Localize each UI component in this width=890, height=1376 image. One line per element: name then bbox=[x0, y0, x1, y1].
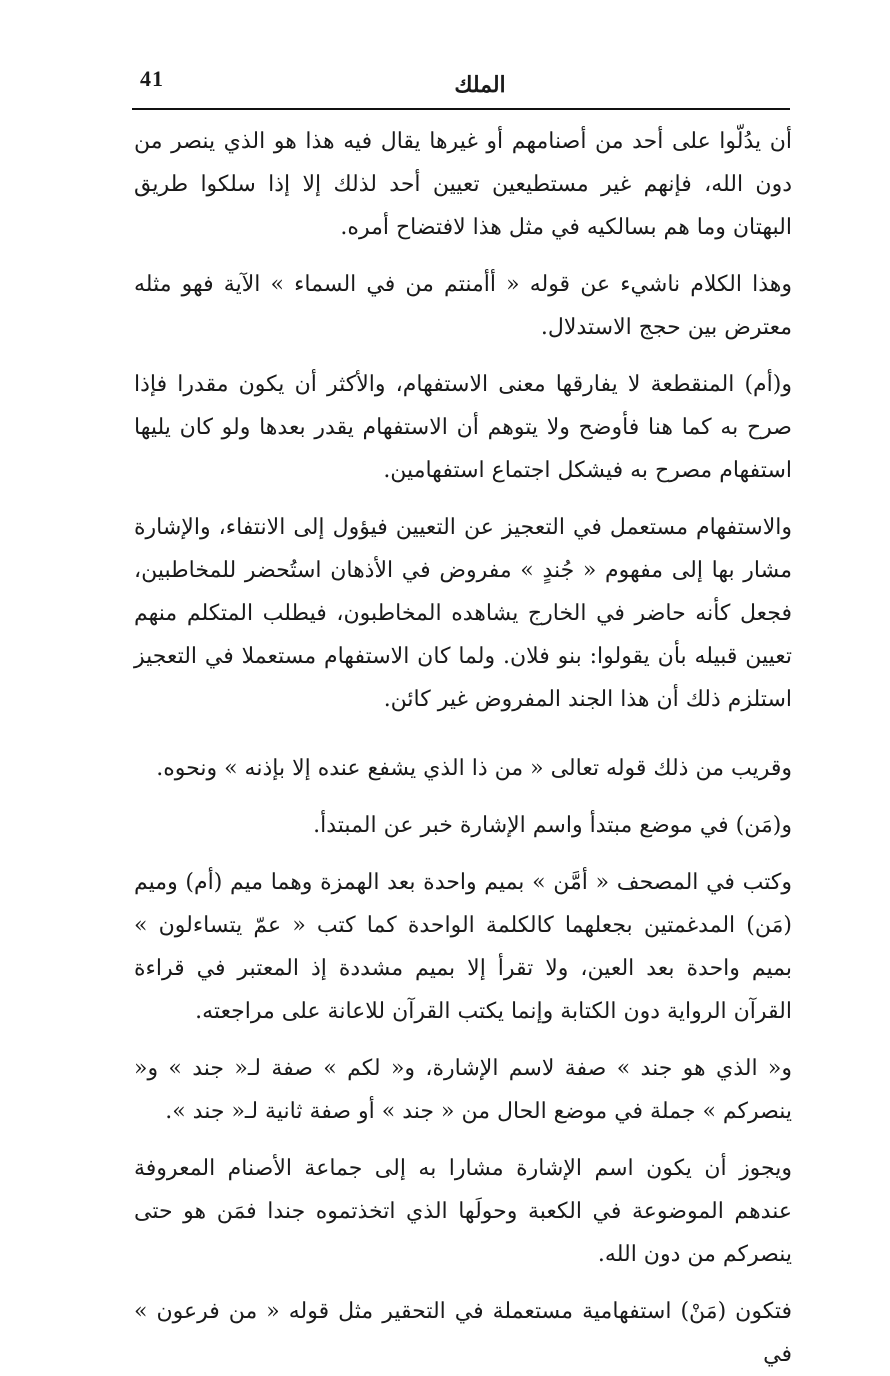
paragraph: و(مَن) في موضع مبتدأ واسم الإشارة خبر عن المبتدأ. bbox=[313, 813, 792, 838]
paragraph: ويجوز أن يكون اسم الإشارة مشارا به إلى جماعة الأصنام المعروفة عندهم الموضوعة في الكعبة وحولَها الذي اتخذتموه جندا فمَن هو حتى ينصركم من دون الله. bbox=[134, 1156, 792, 1267]
page-body bbox=[134, 120, 792, 1376]
paragraph: وكتب في المصحف « أمَّن » بميم واحدة بعد الهمزة وهما ميم (أم) وميم (مَن) المدغمتين بجعلهما كالكلمة الواحدة كما كتب « عمّ يتساءلون » بميم واحدة بعد العين، ولا تقرأ إلا بميم مشددة إذ المعتبر في قراءة القرآن الرواية دون الكتابة وإنما يكتب القرآن للاعانة على مراجعته. bbox=[134, 870, 792, 1024]
paragraph: و(أم) المنقطعة لا يفارقها معنى الاستفهام، والأكثر أن يكون مقدرا فإذا صرح به كما هنا فأوضح ولا يتوهم أن الاستفهام يقدر بعدها ولو كان يليها استفهام مصرح به فيشكل اجتماع استفهامين. bbox=[134, 372, 792, 483]
paragraph: أن يدُلّوا على أحد من أصنامهم أو غيرها يقال فيه هذا هو الذي ينصر من دون الله، فإنهم غير مستطيعين تعيين أحد لذلك إلا إذا سلكوا طريق البهتان وما هم بسالكيه في مثل هذا لافتضاح أمره. bbox=[134, 129, 792, 240]
paragraph: والاستفهام مستعمل في التعجيز عن التعيين فيؤول إلى الانتفاء، والإشارة مشار بها إلى مفهوم « جُندٍ » مفروض في الأذهان استُحضر للمخاطبين، فجعل كأنه حاضر في الخارج يشاهده المخاطبون، فيطلب المتكلم منهم تعيين قبيله بأن يقولوا: بنو فلان. ولما كان الاستفهام مستعملا في التعجيز استلزم ذلك أن هذا الجند المفروض غير كائن. bbox=[134, 515, 792, 712]
page-number: 41 bbox=[140, 66, 164, 91]
header-rule bbox=[132, 108, 790, 110]
paragraph: وقريب من ذلك قوله تعالى « من ذا الذي يشفع عنده إلا بإذنه » ونحوه. bbox=[156, 756, 792, 781]
running-title: الملك bbox=[454, 72, 506, 98]
paragraph: فتكون (مَنْ) استفهامية مستعملة في التحقير مثل قوله « من فرعون » في bbox=[134, 1299, 792, 1367]
paragraph: و« الذي هو جند » صفة لاسم الإشارة، و« لكم » صفة لـ« جند » و« ينصركم » جملة في موضع الحال من « جند » أو صفة ثانية لـ« جند ». bbox=[134, 1056, 792, 1124]
paragraph: وهذا الكلام ناشيء عن قوله « أأمنتم من في السماء » الآية فهو مثله معترض بين حجج الاستدلال. bbox=[134, 272, 792, 340]
